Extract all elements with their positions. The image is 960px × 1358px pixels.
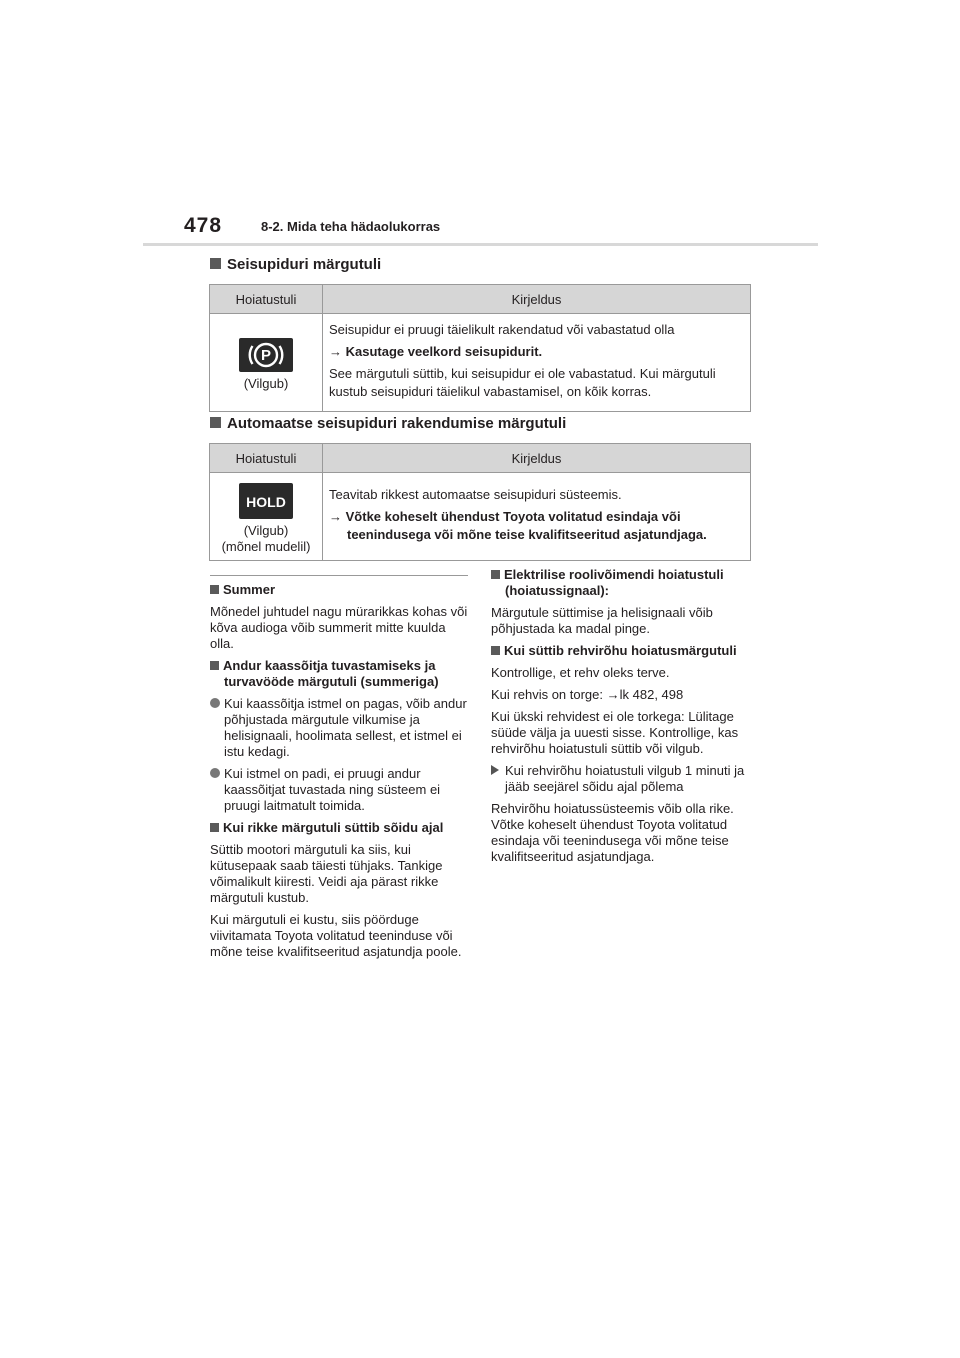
bullet-item: [210, 766, 472, 814]
square-bullet-icon: [210, 823, 219, 832]
paragraph-reference: [491, 687, 753, 703]
heading-auto-hold: [210, 415, 566, 432]
bullet-text: Kui kaassõitja istmel on pagas, võib andur põhjustada märgutule vilkumise ja helisignaali, hoolimata sellest, et istmel ei istu kedagi.: [224, 696, 467, 759]
square-bullet-icon: [210, 258, 221, 269]
triangle-bullet-icon: [491, 765, 499, 775]
paragraph: Mõnedel juhtudel nagu mürarikkas kohas või kõva audioga võib summerit mitte kuulda olla.: [210, 604, 468, 651]
square-bullet-icon: [210, 585, 219, 594]
bullet-text: Kui istmel on padi, ei pruugi andur kaassõitjat tuvastada ning süsteem ei pruugi laitmatult toimida.: [224, 766, 441, 813]
heading-text: Seisupiduri märgutuli: [227, 256, 382, 273]
icon-cell: [210, 314, 323, 412]
col-header-light: Hoiatustuli: [210, 444, 323, 473]
hold-warning-icon: [239, 483, 293, 519]
action-line: [329, 343, 744, 361]
square-bullet-icon: [491, 570, 500, 579]
desc-line: Teavitab rikkest automaatse seisupiduri süsteemis.: [329, 487, 622, 502]
arrow-icon: →: [329, 509, 346, 524]
auto-hold-table: [209, 443, 751, 561]
right-column: [491, 567, 753, 871]
icon-caption-model: (mõnel mudelil): [221, 538, 311, 554]
svg-text:HOLD: HOLD: [246, 493, 286, 510]
svg-text:P: P: [260, 346, 272, 364]
round-bullet-icon: [210, 768, 220, 778]
subheading-text: Summer: [223, 582, 276, 597]
square-bullet-icon: [210, 661, 219, 670]
desc-line: Seisupidur ei pruugi täielikult rakendatud või vabastatud olla: [329, 322, 675, 337]
paragraph: Rehvirõhu hoiatussüsteemis võib olla rike. Võtke koheselt ühendust Toyota volitatud esindaja või teenindusega või mõne teise kvalifitseeritud asjatundjaga.: [491, 801, 734, 864]
paragraph: Kui ükski rehvidest ei ole torkega: Lülitage süüde välja ja uuesti sisse. Kontrollige, kas rehvirõhu hoiatustuli süttib või vilgub.: [491, 709, 739, 756]
arrow-icon: →: [329, 344, 346, 359]
action-line: [329, 508, 744, 544]
arrow-icon: →: [606, 687, 620, 702]
page-number: 478: [184, 214, 223, 237]
heading-parking-brake: [210, 256, 381, 273]
round-bullet-icon: [210, 698, 220, 708]
icon-caption: (Vilgub): [243, 522, 289, 538]
action-text: Võtke koheselt ühendust Toyota volitatud esindaja või teenindusega või mõne teise kvalifitseeritud asjatundjaga.: [345, 509, 707, 542]
bullet-item: [210, 696, 472, 760]
subheading-fault: [210, 820, 472, 836]
subheading-summer: [210, 582, 472, 598]
square-bullet-icon: [491, 646, 500, 655]
subheading-text: Andur kaassõitja tuvastamiseks ja turvavööde märgutuli (summeriga): [223, 658, 439, 689]
description-cell: [323, 473, 751, 561]
paragraph: Süttib mootori märgutuli ka siis, kui kütusepaak saab täiesti tühjaks. Tankige võimalikult kiiresti. Veidi aja pärast rikke märgutuli kustub.: [210, 842, 443, 905]
left-column: [210, 582, 472, 966]
section-title: 8-2. Mida teha hädaolukorras: [261, 219, 441, 234]
parking-brake-warning-icon: [239, 338, 293, 372]
triangle-item: [491, 763, 753, 795]
reference-prefix: Kui rehvis on torge:: [491, 687, 604, 702]
subheading-sensor: [210, 658, 472, 690]
header-divider: [143, 243, 818, 246]
icon-caption: (Vilgub): [243, 375, 289, 391]
col-header-description: Kirjeldus: [323, 285, 751, 314]
col-header-description: Kirjeldus: [323, 444, 751, 473]
triangle-item-text: Kui rehvirõhu hoiatustuli vilgub 1 minuti ja jääb seejärel sõidu ajal põlema: [505, 763, 745, 794]
action-text: Kasutage veelkord seisupidurit.: [345, 344, 543, 359]
subheading-text: Elektrilise roolivõimendi hoiatustuli (hoiatussignaal):: [504, 567, 724, 598]
paragraph: Märgutule süttimise ja helisignaali võib põhjustada ka madal pinge.: [491, 605, 713, 636]
column-divider: [210, 575, 468, 576]
col-header-light: Hoiatustuli: [210, 285, 323, 314]
square-bullet-icon: [210, 417, 221, 428]
subheading-tire: [491, 643, 753, 659]
page-reference-link[interactable]: lk 482, 498: [619, 687, 684, 702]
paragraph: Kui märgutuli ei kustu, siis pöörduge viivitamata Toyota volitatud teeninduse või mõne teise kvalifitseeritud asjatundja poole.: [210, 912, 462, 959]
icon-cell: [210, 473, 323, 561]
desc-line: See märgutuli süttib, kui seisupidur ei ole vabastatud. Kui märgutuli kustub seisupiduri täielikul vabastamisel, on kõik korras.: [329, 366, 716, 399]
paragraph: Kontrollige, et rehv oleks terve.: [491, 665, 670, 680]
heading-text: Automaatse seisupiduri rakendumise märgutuli: [227, 415, 567, 432]
parking-brake-table: [209, 284, 751, 412]
subheading-eps: [491, 567, 753, 599]
subheading-text: Kui süttib rehvirõhu hoiatusmärgutuli: [504, 643, 737, 658]
description-cell: [323, 314, 751, 412]
subheading-text: Kui rikke märgutuli süttib sõidu ajal: [223, 820, 444, 835]
